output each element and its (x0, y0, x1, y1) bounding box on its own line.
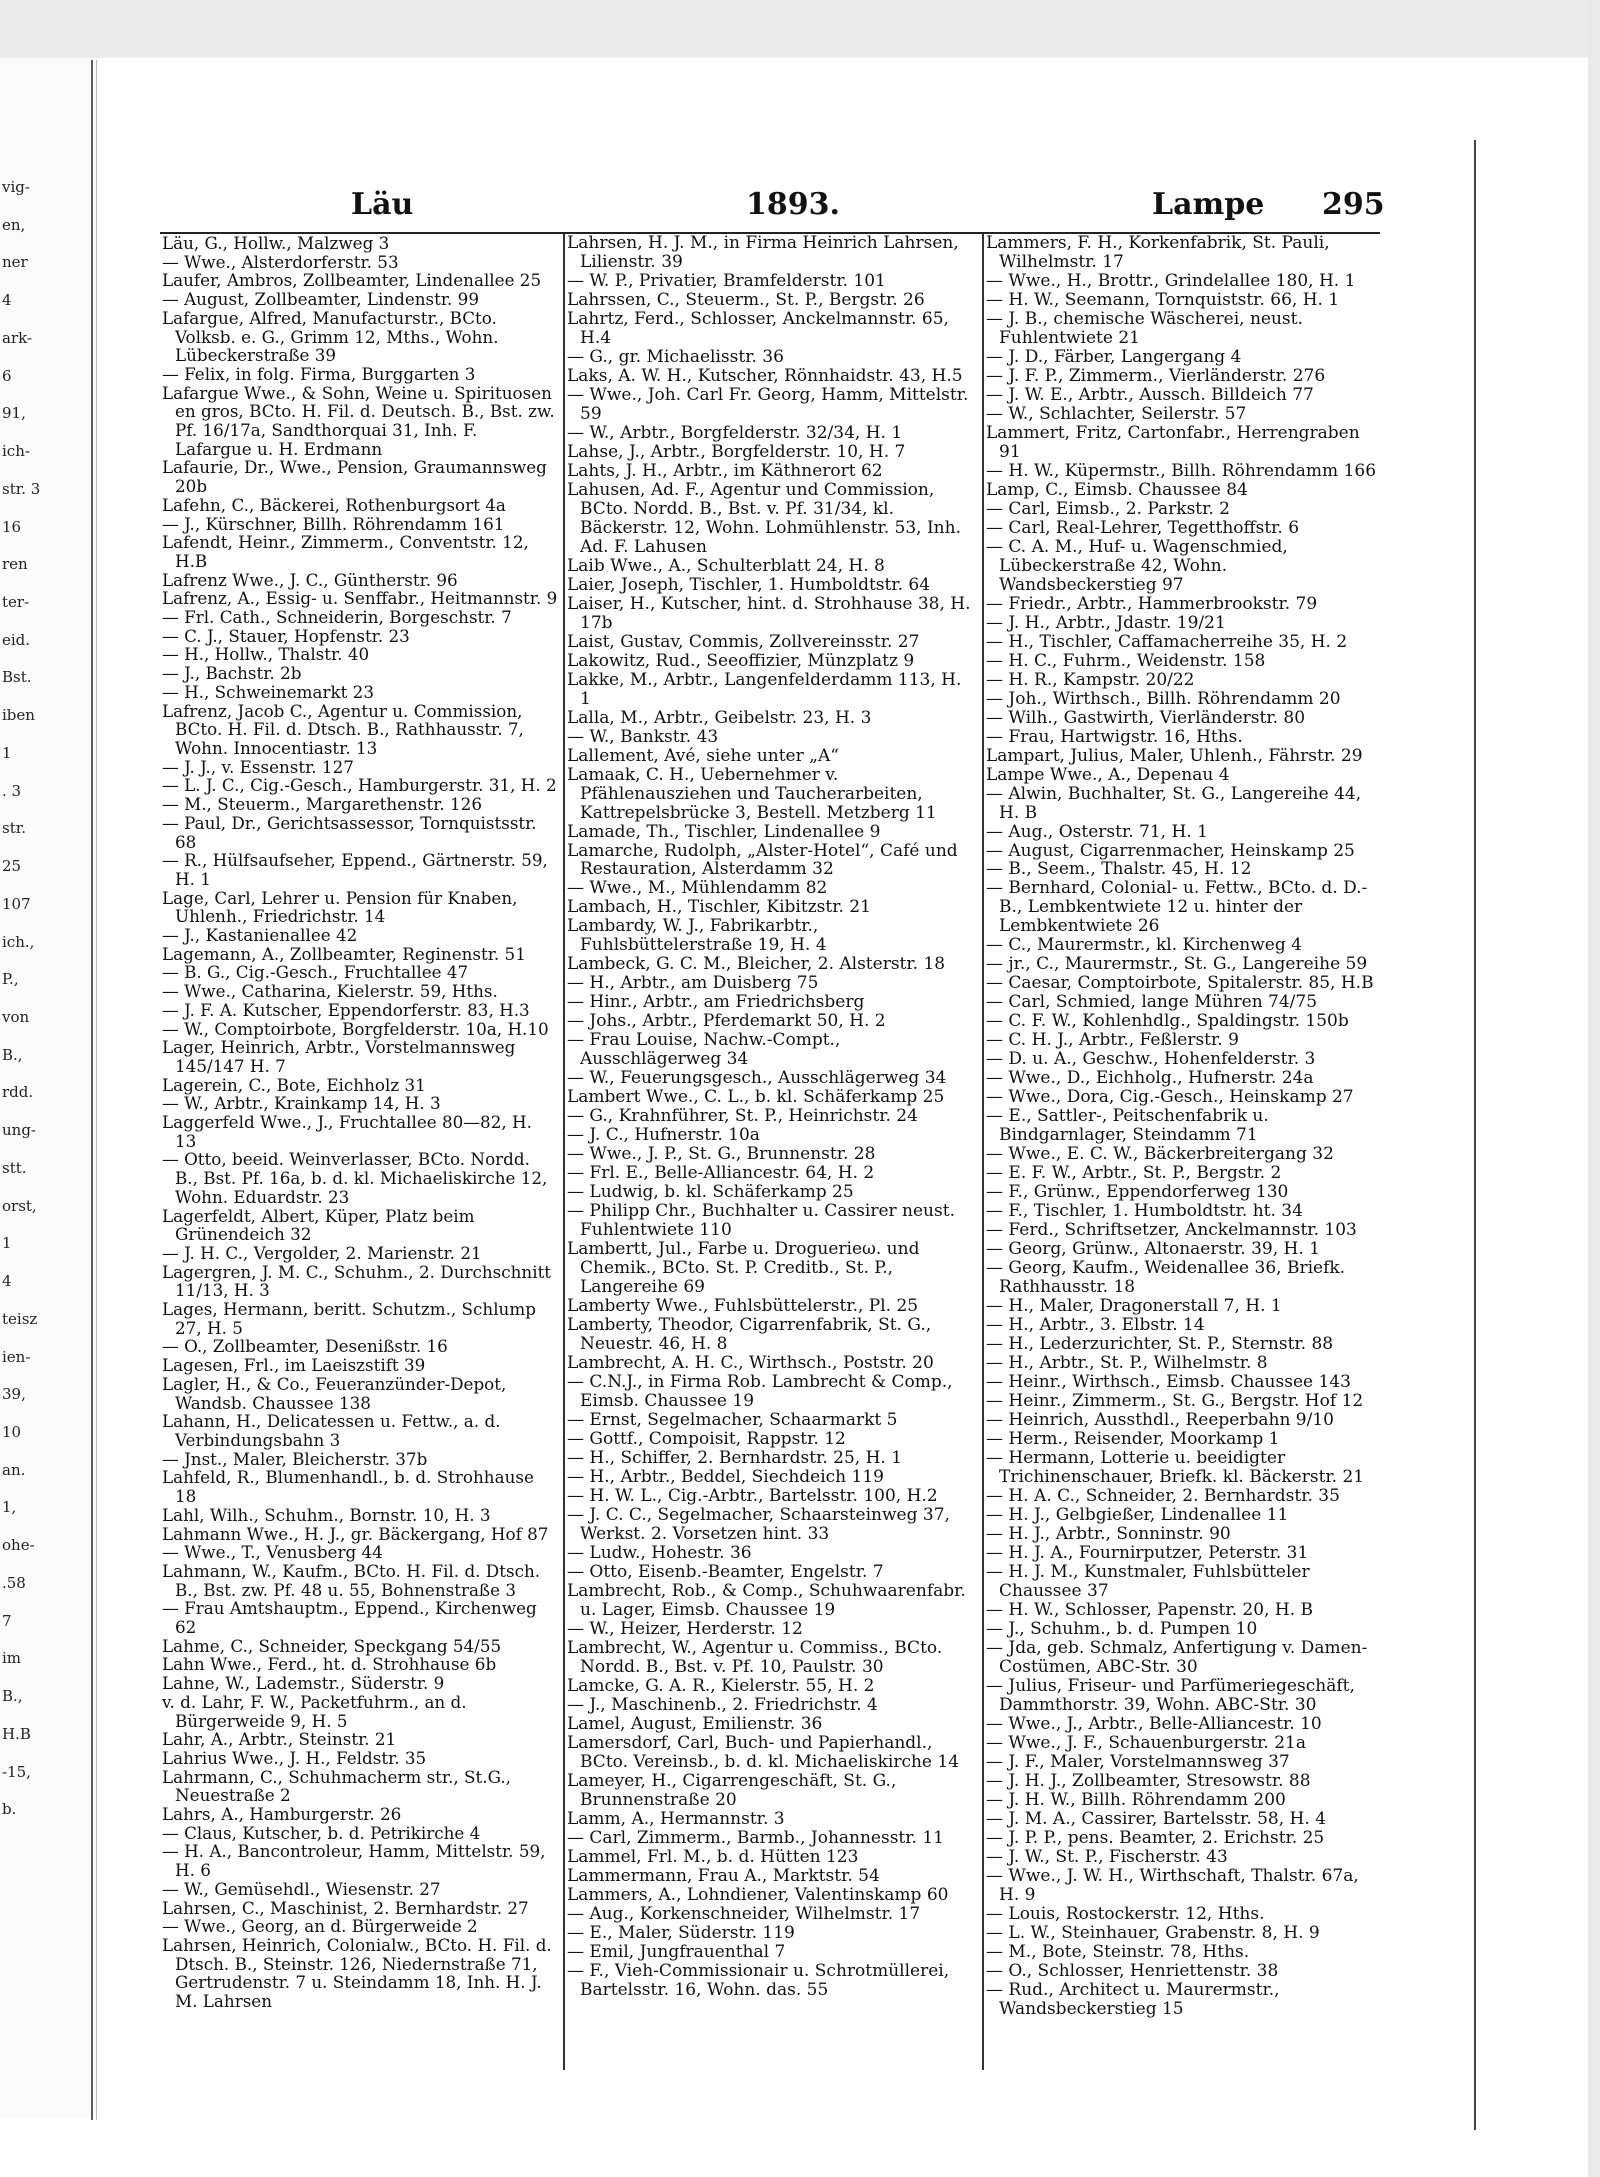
page-right-edge (1474, 140, 1476, 2130)
directory-entry: Lambrecht, W., Agentur u. Commiss., BCto. Nordd. B., Bst. v. Pf. 10, Paulstr. 30 (567, 1637, 943, 1677)
directory-entry: Lages, Hermann, beritt. Schutzm., Schlump 27, H. 5 (162, 1299, 536, 1338)
directory-entry: Lambach, H., Tischler, Kibitzstr. 21 (567, 897, 871, 918)
directory-entry: — F., Vieh-Commissionair u. Schrotmüllerei, Bartelsstr. 16, Wohn. das. 55 (567, 1960, 950, 2000)
facing-page-fragment: ung- (2, 1121, 36, 1140)
directory-entry: Lafargue, Alfred, Manufacturstr., BCto. Volksb. e. G., Grimm 12, Mths., Wohn. Lübeckerstraße 39 (162, 307, 499, 366)
gutter-line-inner (96, 60, 97, 2120)
directory-entry: — Louis, Rostockerstr. 12, Hths. (986, 1903, 1265, 1924)
directory-entry: — Wilh., Gastwirth, Vierländerstr. 80 (986, 707, 1306, 728)
directory-entry: — Wwe., H., Brottr., Grindelallee 180, H. 1 (986, 270, 1356, 291)
directory-entry: — J. W. E., Arbtr., Aussch. Billdeich 77 (986, 384, 1314, 405)
directory-entry: Lambeck, G. C. M., Bleicher, 2. Alsterstr. 18 (567, 954, 946, 975)
directory-entry: Lahne, W., Lademstr., Süderstr. 9 (162, 1673, 445, 1694)
header-year: 1893. (746, 187, 840, 222)
directory-entry: — Frl. E., Belle-Alliancestr. 64, H. 2 (567, 1163, 875, 1184)
directory-entry: — W., Arbtr., Krainkamp 14, H. 3 (162, 1093, 441, 1114)
facing-page-fragment: ark- (2, 328, 33, 347)
facing-page-fragment: ohe- (2, 1536, 35, 1555)
directory-entry: — Herm., Reisender, Moorkamp 1 (986, 1429, 1280, 1450)
directory-entry: Lafendt, Heinr., Zimmerm., Conventstr. 12, H.B (162, 532, 529, 571)
facing-page-fragment: 4 (2, 1272, 12, 1291)
directory-entry: Lamaak, C. H., Uebernehmer v. Pfählenausziehen und Taucherarbeiten, Kattrepelsbrücke 3, Bestell. Metzberg 11 (567, 764, 937, 823)
facing-page-fragment: Bst. (2, 668, 32, 687)
directory-entry: — W., Bankstr. 43 (567, 726, 719, 747)
directory-entry: — O., Zollbeamter, Desenißstr. 16 (162, 1336, 448, 1357)
directory-entry: Lakke, M., Arbtr., Langenfelderdamm 113, H. 1 (567, 669, 962, 709)
page-number: 295 (1322, 187, 1385, 222)
directory-entry: Lamberty, Theodor, Cigarrenfabrik, St. G., Neuestr. 46, H. 8 (567, 1315, 932, 1355)
directory-entry: — J. P. P., pens. Beamter, 2. Erichstr. 25 (986, 1827, 1325, 1848)
directory-entry: — Wwe., J., Arbtr., Belle-Alliancestr. 10 (986, 1713, 1322, 1734)
directory-entry: — Heinr., Wirthsch., Eimsb. Chaussee 143 (986, 1372, 1351, 1393)
directory-entry: — H., Schweinemarkt 23 (162, 681, 375, 702)
directory-entry: Lamade, Th., Tischler, Lindenallee 9 (567, 821, 881, 842)
directory-entry: — J. C., Hufnerstr. 10a (567, 1125, 760, 1146)
directory-entry: — Wwe., Joh. Carl Fr. Georg, Hamm, Mittelstr. 59 (567, 384, 969, 424)
facing-page-fragment: str. 3 (2, 479, 41, 498)
directory-entry: — Claus, Kutscher, b. d. Petrikirche 4 (162, 1822, 481, 1843)
directory-entry: — Alwin, Buchhalter, St. G., Langereihe 44, H. B (986, 783, 1362, 823)
directory-entry: Laib Wwe., A., Schulterblatt 24, H. 8 (567, 555, 885, 576)
directory-entry: Lafehn, C., Bäckerei, Rothenburgsort 4a (162, 494, 506, 515)
directory-entry: — G., Krahnführer, St. P., Heinrichstr. 24 (567, 1106, 918, 1127)
directory-entry: — Wwe., Georg, an d. Bürgerweide 2 (162, 1916, 478, 1937)
facing-page-fragment: ien- (2, 1347, 31, 1366)
directory-entry: — Wwe., J. P., St. G., Brunnenstr. 28 (567, 1144, 876, 1165)
header-left-keyword: Läu (351, 187, 414, 222)
facing-page-fragment: -15, (2, 1762, 31, 1781)
directory-entry: — B., Seem., Thalstr. 45, H. 12 (986, 859, 1252, 880)
facing-page-fragment: 25 (2, 857, 22, 876)
directory-entry: — G., gr. Michaelisstr. 36 (567, 346, 784, 367)
directory-entry: — Julius, Friseur- und Parfümeriegeschäft, Dammthorstr. 39, Wohn. ABC-Str. 30 (986, 1675, 1355, 1715)
directory-entry: — C.N.J., in Firma Rob. Lambrecht & Comp., Eimsb. Chaussee 19 (567, 1372, 953, 1412)
directory-entry: — Joh., Wirthsch., Billh. Röhrendamm 20 (986, 688, 1341, 709)
facing-page-fragment: 4 (2, 291, 12, 310)
directory-entry: Laks, A. W. H., Kutscher, Rönnhaidstr. 43, H.5 (567, 365, 963, 386)
directory-entry: — H. W., Schlosser, Papenstr. 20, H. B (986, 1599, 1314, 1620)
directory-entry: Lahse, J., Arbtr., Borgfelderstr. 10, H. 7 (567, 441, 906, 462)
directory-entry: Lagesen, Frl., im Laeiszstift 39 (162, 1355, 426, 1376)
directory-entry: Laiser, H., Kutscher, hint. d. Strohhause 38, H. 17b (567, 593, 971, 633)
directory-entry: Lampe Wwe., A., Depenau 4 (986, 764, 1230, 785)
directory-entry: — Hermann, Lotterie u. beeidigter Trichinenschauer, Briefk. kl. Bäckerstr. 21 (986, 1448, 1365, 1487)
directory-entry: — J., Kastanienallee 42 (162, 925, 358, 946)
directory-entry: — Aug., Osterstr. 71, H. 1 (986, 821, 1208, 842)
directory-entry: — J. C. C., Segelmacher, Schaarsteinweg 37, Werkst. 2. Vorsetzen hint. 33 (567, 1504, 950, 1544)
facing-page-fragment: vig- (2, 178, 30, 196)
directory-entry: Lahn Wwe., Ferd., ht. d. Strohhause 6b (162, 1654, 497, 1675)
facing-page-fragment: 10 (2, 1423, 22, 1441)
directory-entry: — J. J., v. Essenstr. 127 (162, 756, 354, 777)
directory-entry: Lahrtz, Ferd., Schlosser, Anckelmannstr. 65, H.4 (567, 308, 949, 348)
directory-entry: — L. W., Steinhauer, Grabenstr. 8, H. 9 (986, 1922, 1320, 1943)
facing-page-fragment: stt. (2, 1158, 27, 1177)
directory-entry: Lamp, C., Eimsb. Chaussee 84 (986, 479, 1248, 500)
directory-entry: — Caesar, Comptoirbote, Spitalerstr. 85, H.B (986, 973, 1374, 994)
directory-entry: — H. C., Fuhrm., Weidenstr. 158 (986, 650, 1266, 671)
directory-entry: — W., Comptoirbote, Borgfelderstr. 10a, H.10 (162, 1018, 549, 1039)
directory-entry: — Georg, Kaufm., Weidenallee 36, Briefk. Rathhausstr. 18 (986, 1258, 1346, 1298)
directory-entry: — Frau Louise, Nachw.-Compt., Ausschlägerweg 34 (567, 1030, 841, 1070)
directory-column-3 (986, 234, 1380, 2019)
directory-entry: — J., Bachstr. 2b (162, 663, 302, 684)
directory-entry: Lafaurie, Dr., Wwe., Pension, Graumannsweg 20b (162, 457, 547, 497)
directory-entry: Lahrssen, C., Steuerm., St. P., Bergstr. 26 (567, 289, 925, 310)
facing-page-fragment: .58 (2, 1573, 26, 1592)
directory-entry: Lahrius Wwe., J. H., Feldstr. 35 (162, 1747, 427, 1768)
directory-entry: — Wwe., E. C. W., Bäckerbreitergang 32 (986, 1144, 1334, 1165)
directory-entry: — Otto, beeid. Weinverlasser, BCto. Nordd. B., Bst. Pf. 16a, b. d. kl. Michaeliskirche 12, Wohn. Eduardstr. 23 (162, 1149, 548, 1207)
facing-page-fragment: 7 (2, 1611, 12, 1630)
directory-entry: — Gottf., Compoisit, Rappstr. 12 (567, 1429, 846, 1450)
directory-entry: Lahr, A., Arbtr., Steinstr. 21 (162, 1729, 397, 1750)
directory-entry: Lafrenz, A., Essig- u. Senffabr., Heitmannstr. 9 (162, 588, 558, 609)
directory-entry: Lahmann Wwe., H. J., gr. Bäckergang, Hof 87 (162, 1523, 549, 1544)
directory-entry: Lambertt, Jul., Farbe u. Droguerieω. und Chemik., BCto. St. P. Creditb., St. P., Langereihe 69 (567, 1239, 920, 1298)
facing-page-fragment: 91, (2, 404, 26, 423)
directory-entry: — O., Schlosser, Henriettenstr. 38 (986, 1960, 1279, 1981)
facing-page-fragment: ich., (2, 932, 35, 951)
directory-entry: — Frl. Cath., Schneiderin, Borgeschstr. 7 (162, 607, 512, 628)
facing-page-fragment: B., (2, 1687, 23, 1706)
directory-entry: — H., Arbtr., St. P., Wilhelmstr. 8 (986, 1353, 1268, 1374)
directory-entry: Lafrenz Wwe., J. C., Güntherstr. 96 (162, 569, 458, 590)
directory-entry: Laier, Joseph, Tischler, 1. Humboldtstr. 64 (567, 574, 931, 595)
directory-entry: Lahts, J. H., Arbtr., im Käthnerort 62 (567, 460, 883, 481)
directory-entry: Lamel, August, Emilienstr. 36 (567, 1713, 823, 1734)
directory-entry: — C. H. J., Arbtr., Feßlerstr. 9 (986, 1030, 1239, 1051)
directory-entry: — H., Arbtr., Beddel, Siechdeich 119 (567, 1466, 884, 1487)
facing-page-fragment: 1 (2, 743, 12, 762)
facing-page-fragment: im (2, 1649, 22, 1668)
facing-page-fragment: teisz (2, 1309, 38, 1328)
directory-entry: Lage, Carl, Lehrer u. Pension für Knaben, Uhlenh., Friedrichstr. 14 (162, 887, 518, 927)
facing-page-fragment: 1, (2, 1498, 17, 1517)
directory-entry: Lammel, Frl. M., b. d. Hütten 123 (567, 1846, 859, 1867)
directory-entry: — J., Schuhm., b. d. Pumpen 10 (986, 1618, 1258, 1639)
directory-entry: — H. A. C., Schneider, 2. Bernhardstr. 35 (986, 1485, 1340, 1506)
directory-column-1 (162, 234, 558, 2011)
directory-entry: — H. A., Bancontroleur, Hamm, Mittelstr. 59, H. 6 (162, 1841, 546, 1881)
directory-entry: Lakowitz, Rud., Seeoffizier, Münzplatz 9 (567, 650, 915, 671)
directory-entry: — J. B., chemische Wäscherei, neust. Fuhlentwiete 21 (986, 308, 1303, 348)
directory-entry: — J. H. W., Billh. Röhrendamm 200 (986, 1789, 1286, 1810)
scan-background-right (1588, 0, 1600, 2177)
directory-entry: — F., Tischler, 1. Humboldtstr. ht. 34 (986, 1201, 1303, 1222)
directory-entry: — August, Cigarrenmacher, Heinskamp 25 (986, 840, 1355, 861)
directory-entry: — H. J., Gelbgießer, Lindenallee 11 (986, 1504, 1289, 1525)
directory-entry: — Wwe., M., Mühlendamm 82 (567, 878, 828, 899)
facing-page-fragment: 6 (2, 366, 12, 385)
facing-page-fragment: iben (2, 706, 35, 725)
directory-entry: — H. W. L., Cig.-Arbtr., Bartelsstr. 100, H.2 (567, 1485, 938, 1506)
header-right-keyword: Lampe (1152, 187, 1265, 222)
directory-entry: Lagerfeldt, Albert, Küper, Platz beim Grünendeich 32 (162, 1205, 475, 1245)
directory-entry: — jr., C., Maurermstr., St. G., Langereihe 59 (986, 954, 1368, 975)
directory-entry: — Heinr., Zimmerm., St. G., Bergstr. Hof 12 (986, 1391, 1364, 1412)
directory-entry: — Ferd., Schriftsetzer, Anckelmannstr. 103 (986, 1220, 1357, 1241)
directory-entry: Lagler, H., & Co., Feueranzünder-Depot, Wandsb. Chaussee 138 (162, 1373, 507, 1413)
directory-entry: Lahrs, A., Hamburgerstr. 26 (162, 1804, 402, 1825)
directory-entry: Lamm, A., Hermannstr. 3 (567, 1808, 785, 1829)
directory-entry: — Felix, in folg. Firma, Burggarten 3 (162, 363, 476, 384)
directory-entry: — W., Gemüsehdl., Wiesenstr. 27 (162, 1878, 441, 1899)
directory-entry: Lalla, M., Arbtr., Geibelstr. 23, H. 3 (567, 707, 872, 728)
directory-entry: — C. J., Stauer, Hopfenstr. 23 (162, 625, 410, 646)
directory-entry: — J. F. A. Kutscher, Eppendorferstr. 83, H.3 (162, 999, 530, 1020)
directory-entry: — Frau Amtshauptm., Eppend., Kirchenweg 62 (162, 1598, 537, 1638)
directory-entry: — Paul, Dr., Gerichtsassessor, Tornquistsstr. 68 (162, 812, 537, 852)
directory-entry: Lambert Wwe., C. L., b. kl. Schäferkamp 25 (567, 1087, 945, 1108)
directory-entry: Lamersdorf, Carl, Buch- und Papierhandl., BCto. Vereinsb., b. d. kl. Michaeliskirche 14 (567, 1732, 960, 1772)
directory-entry: — M., Bote, Steinstr. 78, Hths. (986, 1941, 1250, 1962)
directory-entry: — Heinrich, Aussthdl., Reeperbahn 9/10 (986, 1410, 1334, 1431)
directory-entry: — J. H., Arbtr., Jdastr. 19/21 (986, 612, 1226, 633)
directory-entry: Lameyer, H., Cigarrengeschäft, St. G., Brunnenstraße 20 (567, 1770, 897, 1810)
facing-page-fragment: 16 (2, 517, 22, 536)
directory-entry: — H. W., Seemann, Tornquiststr. 66, H. 1 (986, 289, 1340, 310)
facing-page-fragment: B., (2, 1045, 23, 1064)
gutter-line (91, 60, 93, 2120)
directory-entry: Lafrenz, Jacob C., Agentur u. Commission, BCto. H. Fil. d. Dtsch. B., Rathhausstr. 7, Wohn. Innocentiastr. 13 (162, 700, 524, 758)
directory-entry: — Emil, Jungfrauenthal 7 (567, 1941, 786, 1962)
directory-entry: Lahrsen, H. J. M., in Firma Heinrich Lahrsen, Lilienstr. 39 (567, 233, 959, 272)
directory-entry: — H., Schiffer, 2. Bernhardstr. 25, H. 1 (567, 1448, 903, 1468)
directory-entry: — E., Sattler-, Peitschenfabrik u. Bindgarnlager, Steindamm 71 (986, 1106, 1269, 1146)
directory-entry: Lahrsen, Heinrich, Colonialw., BCto. H. Fil. d. Dtsch. B., Steinstr. 126, Niedernstraße 71, Gertrudenstr. 7 u. Steindamm 18, Inh. H. J. M. Lahrsen (162, 1934, 552, 2012)
directory-entry: Lambrecht, Rob., & Comp., Schuhwaarenfabr. u. Lager, Eimsb. Chaussee 19 (567, 1580, 966, 1620)
directory-entry: Lahann, H., Delicatessen u. Fettw., a. d. Verbindungsbahn 3 (162, 1411, 501, 1450)
directory-entry: — W., Heizer, Herderstr. 12 (567, 1618, 803, 1639)
directory-entry: — W., Schlachter, Seilerstr. 57 (986, 403, 1247, 424)
directory-entry: — Georg, Grünw., Altonaerstr. 39, H. 1 (986, 1239, 1321, 1260)
directory-entry: — R., Hülfsaufseher, Eppend., Gärtnerstr. 59, H. 1 (162, 850, 548, 889)
facing-page-fragment: b. (2, 1800, 17, 1819)
directory-entry: — H. J. M., Kunstmaler, Fuhlsbütteler Chaussee 37 (986, 1561, 1310, 1601)
directory-entry: — Rud., Architect u. Maurermstr., Wandsbeckerstieg 15 (986, 1979, 1280, 2019)
directory-entry: Lallement, Avé, siehe unter „A“ (567, 745, 839, 766)
directory-entry: Lambardy, W. J., Fabrikarbtr., Fuhlsbüttelerstraße 19, H. 4 (567, 916, 827, 956)
directory-entry: — H., Maler, Dragonerstall 7, H. 1 (986, 1296, 1282, 1317)
column-separator-1 (563, 234, 565, 2070)
directory-entry: — Aug., Korkenschneider, Wilhelmstr. 17 (567, 1903, 921, 1924)
directory-entry: — H. W., Küpermstr., Billh. Röhrendamm 166 (986, 460, 1377, 481)
directory-entry: — Hinr., Arbtr., am Friedrichsberg (567, 992, 865, 1013)
directory-entry: — Ludw., Hohestr. 36 (567, 1542, 752, 1563)
directory-entry: — J. M. A., Cassirer, Bartelsstr. 58, H. 4 (986, 1808, 1327, 1829)
directory-entry: — Wwe., Dora, Cig.-Gesch., Heinskamp 27 (986, 1087, 1354, 1108)
facing-page-fragment: rdd. (2, 1083, 34, 1102)
directory-entry: Lahl, Wilh., Schuhm., Bornstr. 10, H. 3 (162, 1504, 491, 1525)
directory-entry: Lahusen, Ad. F., Agentur und Commission, BCto. Nordd. B., Bst. v. Pf. 31/34, kl. Bäckerstr. 12, Wohn. Lohmühlenstr. 53, Inh. Ad. F. Lahusen (567, 479, 961, 557)
facing-page-fragment: . 3 (2, 781, 22, 800)
directory-entry: — B. G., Cig.-Gesch., Fruchtallee 47 (162, 962, 469, 983)
directory-entry: Lampart, Julius, Maler, Uhlenh., Fährstr. 29 (986, 745, 1363, 766)
directory-entry: — Wwe., J. W. H., Wirthschaft, Thalstr. 67a, H. 9 (986, 1865, 1359, 1905)
directory-entry: — Jnst., Maler, Bleicherstr. 37b (162, 1448, 428, 1469)
facing-page-fragment: eid. (2, 630, 31, 649)
directory-entry: — Wwe., Alsterdorferstr. 53 (162, 251, 399, 272)
directory-entry: — Carl, Real-Lehrer, Tegetthoffstr. 6 (986, 517, 1300, 538)
directory-entry: Laist, Gustav, Commis, Zollvereinsstr. 27 (567, 631, 920, 652)
directory-entry: — Jda, geb. Schmalz, Anfertigung v. Damen-Costümen, ABC-Str. 30 (986, 1637, 1368, 1677)
directory-entry: Lagergren, J. M. C., Schuhm., 2. Durchschnitt 11/13, H. 3 (162, 1261, 552, 1301)
directory-entry: Lahmann, W., Kaufm., BCto. H. Fil. d. Dtsch. B., Bst. zw. Pf. 48 u. 55, Bohnenstraße 3 (162, 1560, 541, 1600)
directory-entry: — J. D., Färber, Langergang 4 (986, 346, 1242, 367)
facing-page-fragment: 1 (2, 1234, 12, 1253)
directory-entry: Lammert, Fritz, Cartonfabr., Herrengraben 91 (986, 422, 1360, 462)
directory-entry: — F., Grünw., Eppendorferweg 130 (986, 1182, 1289, 1203)
facing-page-fragment: P., (2, 970, 19, 989)
facing-page-fragment: str. (2, 819, 27, 838)
directory-entry: — W., Arbtr., Borgfelderstr. 32/34, H. 1 (567, 422, 903, 443)
directory-entry: — Carl, Eimsb., 2. Parkstr. 2 (986, 498, 1231, 519)
directory-entry: — D. u. A., Geschw., Hohenfelderstr. 3 (986, 1049, 1316, 1070)
directory-entry: — H. J., Arbtr., Sonninstr. 90 (986, 1523, 1231, 1544)
directory-entry: — W. P., Privatier, Bramfelderstr. 101 (567, 270, 886, 291)
directory-entry: Lamarche, Rudolph, „Alster-Hotel“, Café und Restauration, Alsterdamm 32 (567, 840, 958, 880)
facing-page-fragment: H.B (2, 1724, 31, 1743)
directory-entry: Lahrmann, C., Schuhmacherm str., St.G., Neuestraße 2 (162, 1766, 512, 1806)
directory-column-2 (567, 234, 977, 2000)
directory-entry: — August, Zollbeamter, Lindenstr. 99 (162, 289, 479, 310)
facing-page-fragment: en, (2, 215, 26, 234)
directory-entry: — J. H. J., Zollbeamter, Stresowstr. 88 (986, 1770, 1311, 1791)
directory-entry: — J., Kürschner, Billh. Röhrendamm 161 (162, 513, 505, 534)
directory-entry: — Ludwig, b. kl. Schäferkamp 25 (567, 1182, 854, 1203)
directory-entry: — C., Maurermstr., kl. Kirchenweg 4 (986, 935, 1302, 956)
directory-entry: — Bernhard, Colonial- u. Fettw., BCto. d. D.-B., Lembkentwiete 12 u. hinter der Lembkentwiete 26 (986, 878, 1368, 937)
directory-entry: — E. F. W., Arbtr., St. P., Bergstr. 2 (986, 1163, 1282, 1184)
directory-entry: — H., Arbtr., am Duisberg 75 (567, 973, 819, 994)
directory-entry: — H. J. A., Fournirputzer, Peterstr. 31 (986, 1542, 1309, 1563)
directory-entry: — C. F. W., Kohlenhdlg., Spaldingstr. 150b (986, 1011, 1349, 1032)
directory-entry: — J. W., St. P., Fischerstr. 43 (986, 1846, 1228, 1867)
directory-entry: — H., Tischler, Caffamacherreihe 35, H. 2 (986, 631, 1348, 652)
directory-entry: — Carl, Zimmerm., Barmb., Johannesstr. 11 (567, 1827, 944, 1848)
directory-entry: Lambrecht, A. H. C., Wirthsch., Poststr. 20 (567, 1353, 934, 1374)
directory-entry: — Wwe., Catharina, Kielerstr. 59, Hths. (162, 981, 498, 1002)
directory-entry: Lammermann, Frau A., Marktstr. 54 (567, 1865, 880, 1886)
directory-entry: Lafargue Wwe., & Sohn, Weine u. Spirituosen en gros, BCto. H. Fil. d. Deutsch. B., Bst. zw. Pf. 16/17a, Sandthorquai 31, Inh. F. Lafargue u. H. Erdmann (162, 382, 555, 459)
directory-entry: Lagemann, A., Zollbeamter, Reginenstr. 51 (162, 943, 526, 964)
facing-page-fragment: von (2, 1008, 30, 1026)
directory-entry: — H., Hollw., Thalstr. 40 (162, 644, 370, 665)
facing-page-fragment: ter- (2, 593, 30, 611)
directory-entry: — Carl, Schmied, lange Mühren 74/75 (986, 992, 1318, 1013)
directory-entry: — H., Lederzurichter, St. P., Sternstr. 88 (986, 1334, 1334, 1355)
directory-entry: — L. J. C., Cig.-Gesch., Hamburgerstr. 31, H. 2 (162, 775, 557, 796)
facing-page-fragment: ich- (2, 442, 30, 461)
directory-entry: — J. F. P., Zimmerm., Vierländerstr. 276 (986, 365, 1326, 386)
directory-entry: — J., Maschinenb., 2. Friedrichstr. 4 (567, 1694, 878, 1715)
directory-entry: — W., Feuerungsgesch., Ausschlägerweg 34 (567, 1068, 947, 1089)
facing-page-fragment: orst, (2, 1196, 37, 1215)
directory-entry: Lahfeld, R., Blumenhandl., b. d. Strohhause 18 (162, 1467, 534, 1507)
directory-entry: Laufer, Ambros, Zollbeamter, Lindenallee 25 (162, 270, 542, 291)
directory-entry: — Frau, Hartwigstr. 16, Hths. (986, 726, 1243, 747)
directory-entry: Lahrsen, C., Maschinist, 2. Bernhardstr. 27 (162, 1897, 529, 1918)
directory-entry: — H., Arbtr., 3. Elbstr. 14 (986, 1315, 1205, 1336)
facing-page-fragment: ren (2, 555, 28, 574)
directory-entry: Läu, G., Hollw., Malzweg 3 (162, 233, 390, 253)
facing-page-fragment: an. (2, 1460, 26, 1479)
directory-entry: v. d. Lahr, F. W., Packetfuhrm., an d. Bürgerweide 9, H. 5 (162, 1691, 467, 1731)
directory-entry: — E., Maler, Süderstr. 119 (567, 1922, 795, 1943)
directory-entry: Lamberty Wwe., Fuhlsbüttelerstr., Pl. 25 (567, 1296, 919, 1317)
directory-entry: Lamcke, G. A. R., Kielerstr. 55, H. 2 (567, 1675, 875, 1696)
directory-entry: Lager, Heinrich, Arbtr., Vorstelmannsweg 145/147 H. 7 (162, 1037, 516, 1076)
directory-entry: — J. F., Maler, Vorstelmannsweg 37 (986, 1751, 1290, 1772)
directory-entry: — Wwe., D., Eichholg., Hufnerstr. 24a (986, 1068, 1314, 1089)
column-separator-2 (982, 234, 984, 2070)
directory-entry: — Wwe., J. F., Schauenburgerstr. 21a (986, 1732, 1306, 1753)
directory-entry: — Otto, Eisenb.-Beamter, Engelstr. 7 (567, 1561, 884, 1582)
directory-entry: — J. H. C., Vergolder, 2. Marienstr. 21 (162, 1242, 482, 1263)
facing-page-fragment: ner (2, 253, 28, 272)
scan-background-top (0, 0, 1600, 58)
directory-entry: — M., Steuerm., Margarethenstr. 126 (162, 794, 482, 815)
facing-page-fragment: 107 (2, 894, 31, 913)
directory-entry: — Ernst, Segelmacher, Schaarmarkt 5 (567, 1410, 898, 1431)
directory-entry: Lammers, F. H., Korkenfabrik, St. Pauli, Wilhelmstr. 17 (986, 233, 1330, 272)
directory-entry: — Friedr., Arbtr., Hammerbrookstr. 79 (986, 593, 1318, 614)
directory-entry: — Johs., Arbtr., Pferdemarkt 50, H. 2 (567, 1011, 886, 1032)
directory-entry: Laggerfeld Wwe., J., Fruchtallee 80—82, H. 13 (162, 1112, 532, 1151)
facing-page-fragment: 39, (2, 1385, 26, 1404)
directory-entry: Lahme, C., Schneider, Speckgang 54/55 (162, 1635, 502, 1656)
directory-entry: Lammers, A., Lohndiener, Valentinskamp 60 (567, 1884, 949, 1905)
directory-entry: — C. A. M., Huf- u. Wagenschmied, Lübeckerstraße 42, Wohn. Wandsbeckerstieg 97 (986, 536, 1288, 595)
directory-entry: — Wwe., T., Venusberg 44 (162, 1542, 383, 1563)
directory-entry: Lagerein, C., Bote, Eichholz 31 (162, 1074, 426, 1095)
directory-entry: — Philipp Chr., Buchhalter u. Cassirer neust. Fuhlentwiete 110 (567, 1201, 955, 1241)
directory-entry: — H. R., Kampstr. 20/22 (986, 669, 1195, 690)
